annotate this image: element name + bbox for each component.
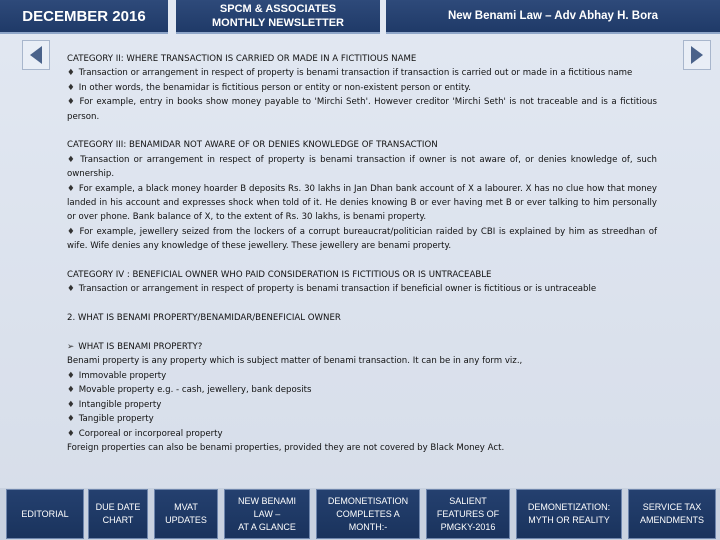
footer-button-due-date-chart[interactable] (88, 489, 148, 539)
footer-button-demonetisation[interactable] (316, 489, 420, 539)
footer-button-label: MYTH OR REALITY (528, 515, 610, 525)
list-item (67, 369, 657, 383)
category-3-heading: CATEGORY III: BENAMIDAR NOT AWARE OF OR DENIES KNOWLEDGE OF TRANSACTION (67, 140, 438, 151)
bullet-item (67, 66, 657, 80)
diamond-bullet-icon: ♦ (67, 385, 75, 396)
arrow-bullet-icon: ➢ (67, 342, 75, 353)
footer-button-label: COMPLETES A (336, 508, 400, 519)
what-is-benami-heading (67, 340, 657, 354)
newsletter-title (176, 0, 380, 34)
footer-button-myth-or-reality[interactable] (516, 489, 622, 539)
list-item-text: Tangible property (78, 414, 154, 425)
previous-page-button[interactable] (22, 40, 50, 70)
diamond-bullet-icon: ♦ (67, 183, 75, 194)
bullet-item (67, 153, 657, 182)
diamond-bullet-icon: ♦ (67, 370, 75, 381)
footer-button-new-benami-law[interactable] (224, 489, 310, 539)
list-item-text: Movable property e.g. - cash, jewellery, bank deposits (78, 385, 312, 396)
diamond-bullet-icon: ♦ (67, 414, 75, 425)
bullet-text: Transaction or arrangement in respect of property is benami transaction if beneficial owner is fictitious or is untraceable (78, 284, 597, 295)
diamond-bullet-icon: ♦ (67, 226, 76, 237)
article-title (386, 0, 720, 34)
bullet-text: Transaction or arrangement in respect of property is benami transaction if owner is not aware of, or denies knowledge of, such ownership. (67, 154, 657, 180)
list-item (67, 383, 657, 397)
footer-button-label: PMGKY-2016 (440, 521, 496, 532)
footer-button-label: DEMONETISATION (327, 495, 409, 506)
footer-button-label: EDITORIAL (21, 508, 69, 519)
bullet-item (67, 81, 657, 95)
footer-button-label: CHART (102, 515, 134, 525)
bullet-item (67, 95, 657, 124)
footer-button-editorial[interactable] (6, 489, 84, 539)
newsletter-name: MONTHLY NEWSLETTER (211, 17, 344, 29)
diamond-bullet-icon: ♦ (67, 399, 75, 410)
footer-button-label: MVAT (174, 502, 198, 512)
list-item (67, 412, 657, 426)
footer-button-service-tax[interactable] (628, 489, 716, 539)
list-item (67, 427, 657, 441)
diamond-bullet-icon: ♦ (67, 284, 75, 295)
list-item-text: Corporeal or incorporeal property (78, 428, 223, 439)
list-item-text: Intangible property (78, 399, 162, 410)
footer-button-label: NEW BENAMI (237, 495, 296, 506)
benami-property-intro: Benami property is any property which is subject matter of benami transaction. It can be in any form viz., (67, 356, 523, 367)
newsletter-date-text: DECEMBER 2016 (22, 7, 146, 25)
diamond-bullet-icon: ♦ (67, 82, 75, 93)
arrow-right-icon (691, 46, 703, 64)
bullet-text: For example, entry in books show money payable to 'Mirchi Seth'. However creditor 'Mirchi Seth' is not traceable and is a fictitious person. (67, 97, 657, 122)
footer-button-salient-features[interactable] (426, 489, 510, 539)
arrow-left-icon (30, 46, 42, 64)
footer-button-label: SALIENT (449, 495, 487, 506)
bullet-text: In other words, the benamidar is fictitious person or entity or non-existent person or entity. (78, 82, 471, 93)
diamond-bullet-icon: ♦ (67, 428, 75, 439)
diamond-bullet-icon: ♦ (67, 97, 76, 108)
article-body (67, 52, 657, 455)
footer-button-label: DEMONETIZATION: (527, 502, 611, 512)
footer-button-mvat-updates[interactable] (154, 489, 218, 539)
footer-button-label: FEATURES OF (436, 508, 500, 519)
firm-name: SPCM & ASSOCIATES (219, 3, 337, 15)
question-2-heading: 2. WHAT IS BENAMI PROPERTY/BENAMIDAR/BENEFICIAL OWNER (67, 313, 341, 324)
footer-button-label: DUE DATE (95, 502, 141, 512)
list-item-text: Immovable property (78, 370, 167, 381)
footer-button-label: UPDATES (165, 515, 207, 525)
bullet-text: Transaction or arrangement in respect of property is benami transaction if transaction is carried out or made in a fictitious name (78, 68, 633, 79)
article-title-text: New Benami Law – Adv Abhay H. Bora (447, 10, 659, 22)
footer-button-label: MONTH:- (348, 521, 388, 532)
diamond-bullet-icon: ♦ (67, 154, 77, 165)
diamond-bullet-icon: ♦ (67, 68, 75, 79)
footer-button-label: LAW – (253, 508, 281, 519)
footer-button-label: AT A GLANCE (238, 521, 296, 532)
bullet-text: For example, a black money hoarder B deposits Rs. 30 lakhs in Jan Dhan bank account of X a labourer. X has no clue how that money landed in his account and expresses shock when told of it. He denies knowing B or ever having met B or ever talking to him personally or over phone. Bank balance of X, to the extent of Rs. 30 lakhs, is benami property. (67, 183, 657, 223)
footer-button-label: SERVICE TAX (642, 502, 702, 512)
benami-property-outro: Foreign properties can also be benami properties, provided they are not covered by Black Money Act. (67, 442, 505, 453)
bullet-text: For example, jewellery seized from the lockers of a corrupt bureaucrat/politician raided by CBI is explained by him as streedhan of wife. Wife denies any knowledge of these jewellery. These jewellery are benami property. (67, 226, 657, 252)
what-is-benami-text: WHAT IS BENAMI PROPERTY? (78, 342, 203, 353)
category-2-heading: CATEGORY II: WHERE TRANSACTION IS CARRIED OR MADE IN A FICTITIOUS NAME (67, 54, 417, 64)
category-4-heading: CATEGORY IV : BENEFICIAL OWNER WHO PAID CONSIDERATION IS FICTITIOUS OR IS UNTRACEABLE (67, 270, 492, 281)
bullet-item (67, 282, 657, 296)
bullet-item (67, 182, 657, 225)
footer-button-label: AMENDMENTS (639, 515, 704, 525)
list-item (67, 398, 657, 412)
newsletter-date (0, 0, 168, 34)
next-page-button[interactable] (683, 40, 711, 70)
bullet-item (67, 225, 657, 254)
